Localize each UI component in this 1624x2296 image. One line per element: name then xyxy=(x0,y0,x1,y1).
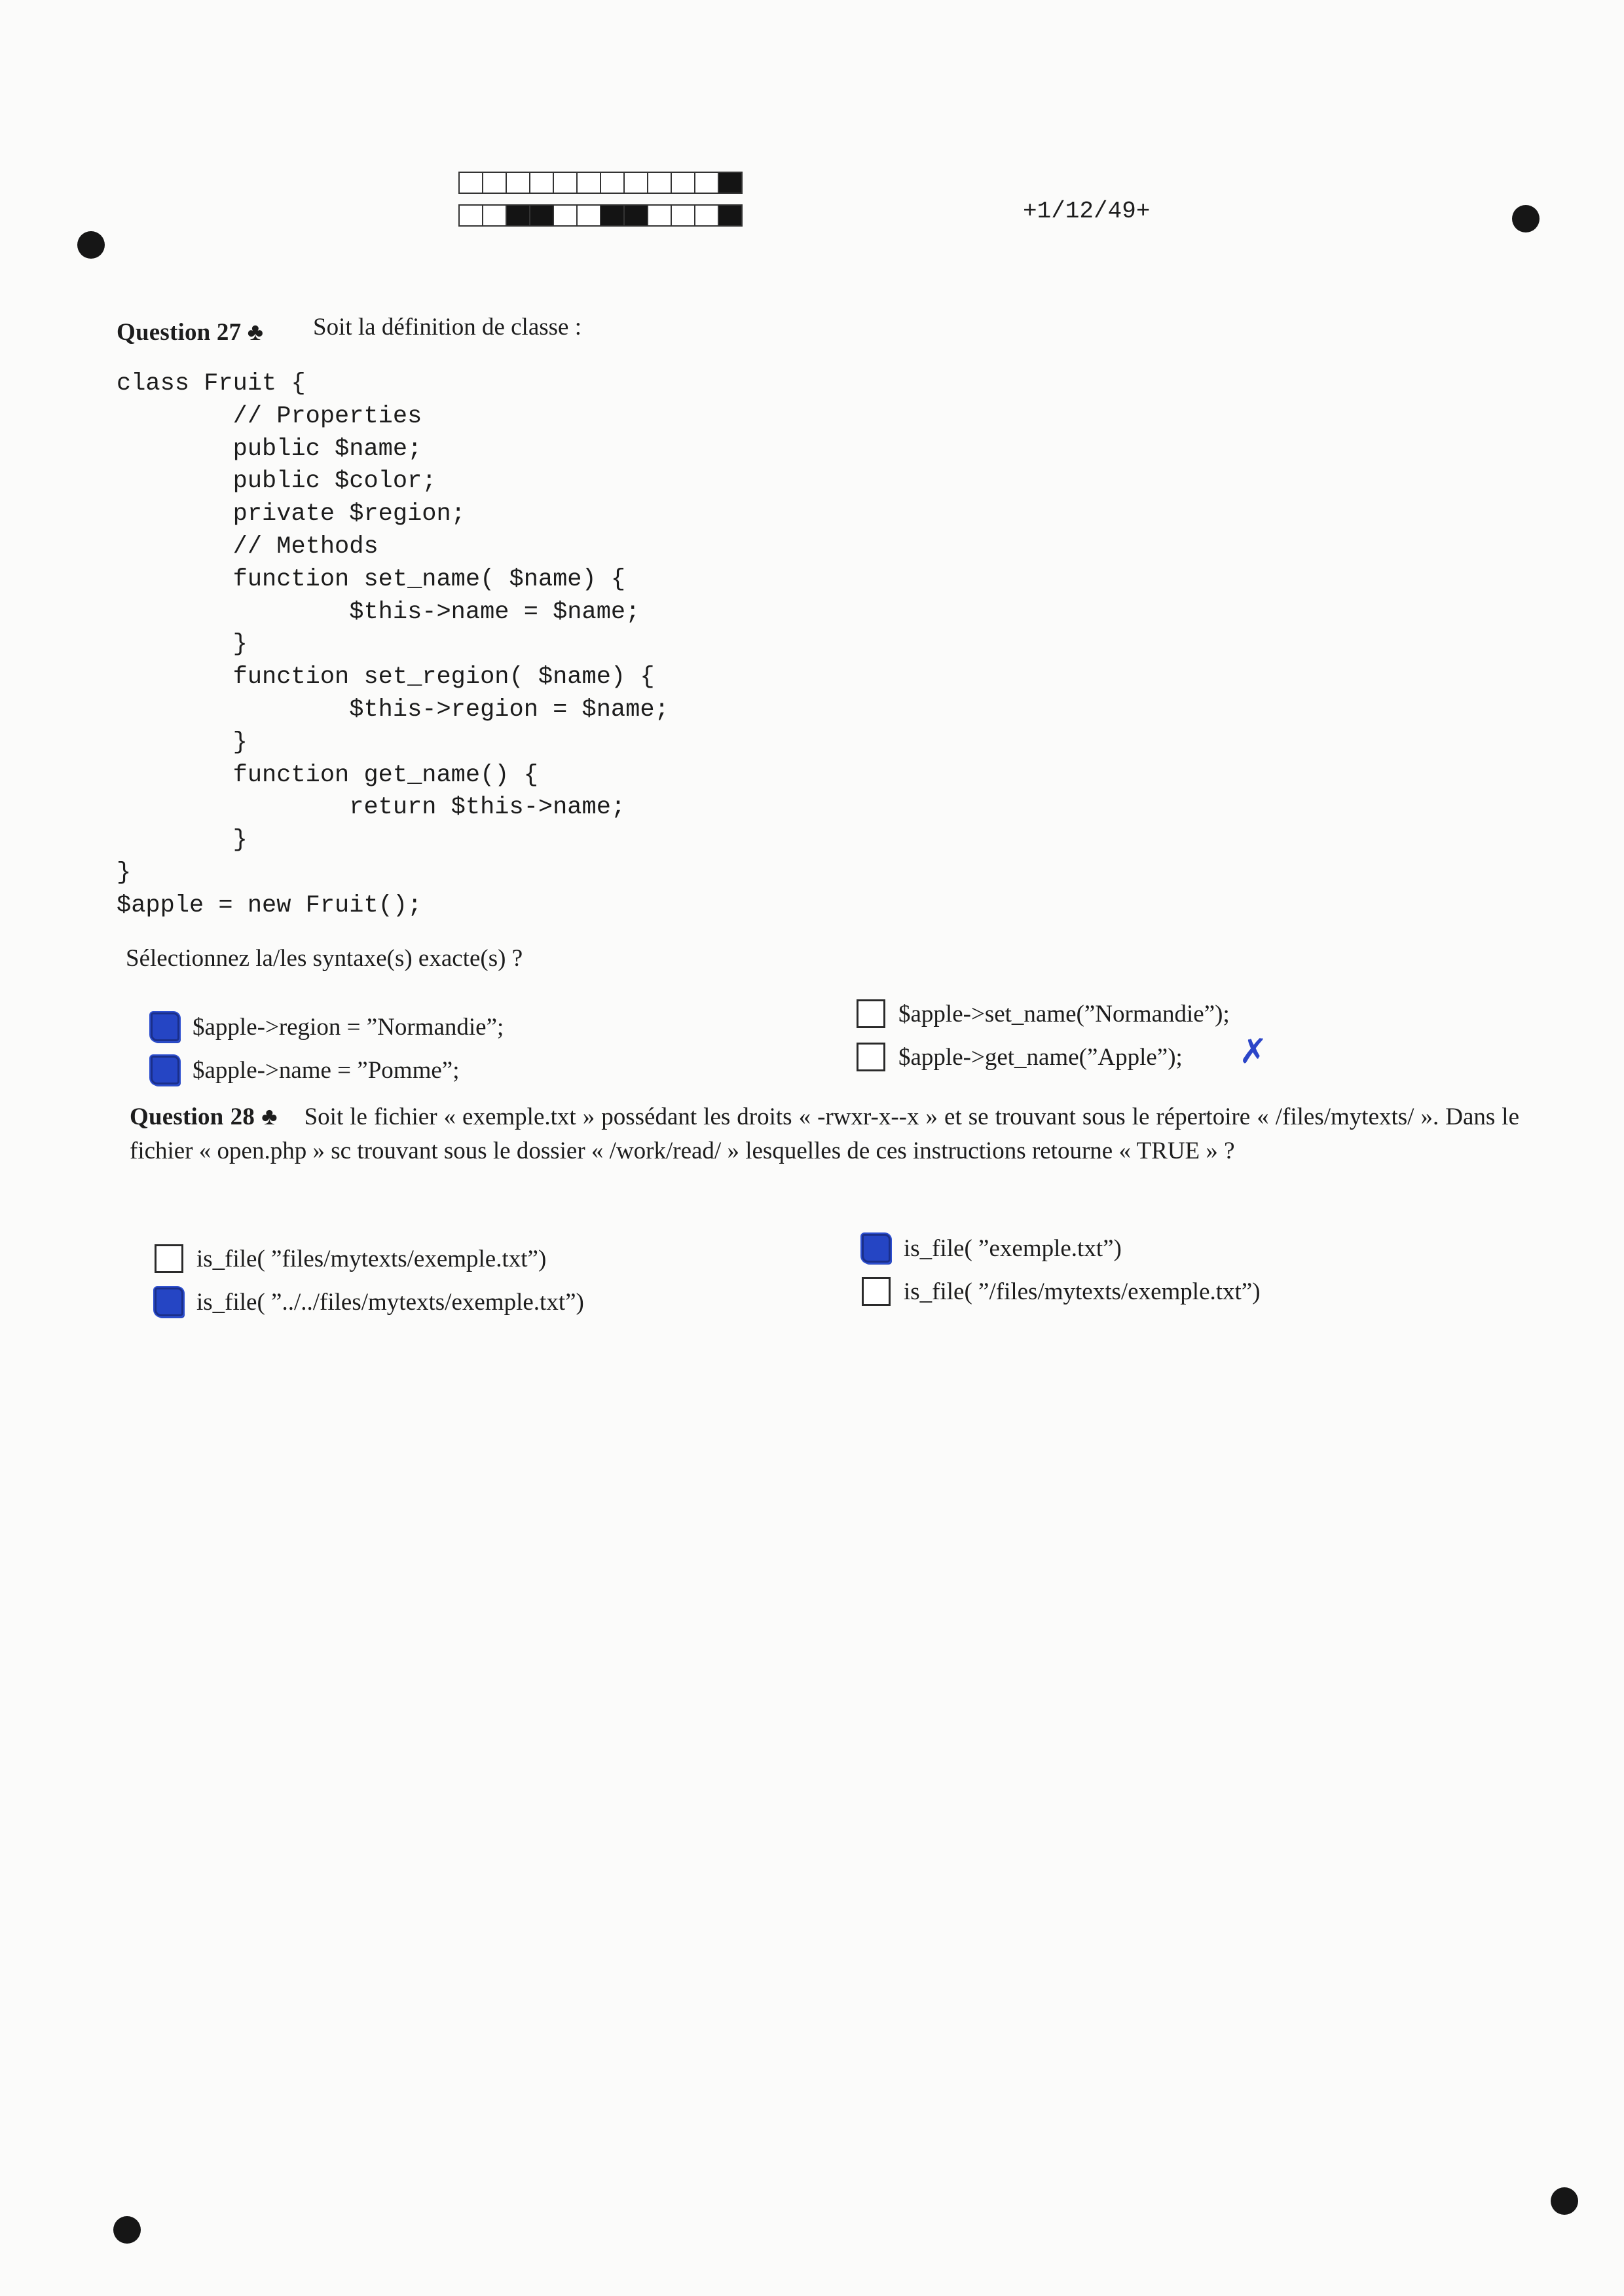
checkbox[interactable] xyxy=(151,1056,179,1084)
checkbox[interactable] xyxy=(151,1012,179,1041)
checkbox[interactable] xyxy=(155,1287,183,1316)
q28-option-absolute[interactable] xyxy=(862,1273,1261,1310)
question-28-text: Soit le fichier « exemple.txt » possédant les droits « -rwxr-x--x » et se trouvant sous le répertoire « /files/mytexts/ ». Dans le fichier « open.php » sc trouvant sous le dossier « /work/read/ » lesquelles de ces instructions retourne « TRUE » ? xyxy=(130,1103,1519,1164)
id-grid-cell xyxy=(482,172,507,194)
code-line: private $region; xyxy=(117,500,466,528)
code-line: return $this->name; xyxy=(117,794,626,822)
registration-dot-top-left xyxy=(77,231,105,259)
page-code: +1/12/49+ xyxy=(1023,198,1151,225)
option-label: $apple->set_name(”Normandie”); xyxy=(898,1000,1230,1028)
id-grid-cell xyxy=(671,172,695,194)
checkbox[interactable] xyxy=(857,999,885,1028)
q27-option-region[interactable] xyxy=(151,1009,504,1045)
q27-option-get-name[interactable] xyxy=(857,1039,1183,1075)
id-grid-cell xyxy=(576,172,601,194)
code-line: } xyxy=(117,859,132,887)
id-grid-cell xyxy=(623,172,648,194)
option-label: $apple->name = ”Pomme”; xyxy=(193,1056,460,1084)
id-grid-cell xyxy=(529,172,554,194)
code-line: $this->region = $name; xyxy=(117,695,669,724)
id-grid-cell xyxy=(671,204,695,227)
option-label: is_file( ”/files/mytexts/exemple.txt”) xyxy=(904,1278,1261,1305)
id-grid-row-1 xyxy=(458,172,741,194)
id-grid-cell xyxy=(458,204,483,227)
question-27-intro: Soit la définition de classe : xyxy=(313,314,581,341)
code-line: class Fruit { xyxy=(117,370,306,398)
id-grid-cell xyxy=(458,172,483,194)
code-line: public $name; xyxy=(117,435,422,463)
option-label: $apple->region = ”Normandie”; xyxy=(193,1013,504,1041)
id-grid-cell xyxy=(506,172,530,194)
code-line: $this->name = $name; xyxy=(117,598,640,626)
code-line: function set_region( $name) { xyxy=(117,663,655,692)
id-grid-cell xyxy=(553,172,578,194)
q28-option-filename[interactable] xyxy=(862,1230,1122,1267)
code-line: public $color; xyxy=(117,468,437,496)
registration-dot-top-right xyxy=(1512,205,1540,232)
code-line: } xyxy=(117,826,248,855)
option-label: is_file( ”exemple.txt”) xyxy=(904,1234,1122,1262)
checkbox[interactable] xyxy=(857,1043,885,1071)
code-line: } xyxy=(117,631,248,659)
id-grid-cell xyxy=(600,172,625,194)
q27-option-set-name[interactable] xyxy=(857,995,1230,1032)
id-grid-cell xyxy=(623,204,648,227)
code-line: // Methods xyxy=(117,532,378,561)
id-grid-cell xyxy=(647,204,672,227)
q27-option-name[interactable] xyxy=(151,1052,460,1088)
id-grid-cell xyxy=(529,204,554,227)
id-grid-row-2 xyxy=(458,204,741,227)
id-grid-cell xyxy=(694,204,719,227)
option-label: $apple->get_name(”Apple”); xyxy=(898,1043,1183,1071)
id-grid-cell xyxy=(694,172,719,194)
checkbox[interactable] xyxy=(155,1244,183,1273)
code-line: function set_name( $name) { xyxy=(117,565,626,593)
question-27-title: Question 27 ♣ xyxy=(117,319,264,346)
id-grid-cell xyxy=(600,204,625,227)
id-grid-cell xyxy=(482,204,507,227)
question-28-title: Question 28 ♣ xyxy=(130,1103,278,1130)
id-grid-cell xyxy=(718,172,743,194)
registration-dot-bottom-left xyxy=(113,2216,141,2244)
id-grid-cell xyxy=(506,204,530,227)
handwritten-cross-mark: ✗ xyxy=(1239,1032,1268,1071)
checkbox[interactable] xyxy=(862,1277,891,1306)
option-label: is_file( ”files/mytexts/exemple.txt”) xyxy=(196,1245,547,1272)
id-grid-cell xyxy=(553,204,578,227)
code-line: } xyxy=(117,728,248,756)
id-grid-cell xyxy=(576,204,601,227)
id-grid-cell xyxy=(647,172,672,194)
option-label: is_file( ”../../files/mytexts/exemple.txt”) xyxy=(196,1288,584,1316)
registration-dot-bottom-right xyxy=(1551,2187,1578,2215)
checkbox[interactable] xyxy=(862,1234,891,1263)
code-line: function get_name() { xyxy=(117,761,538,789)
question-27-prompt: Sélectionnez la/les syntaxe(s) exacte(s) ? xyxy=(126,945,523,972)
q28-option-relative[interactable] xyxy=(155,1240,546,1277)
id-grid-cell xyxy=(718,204,743,227)
question-28-block xyxy=(130,1100,1519,1168)
code-block xyxy=(117,368,669,923)
q28-option-parent-path[interactable] xyxy=(155,1284,584,1320)
code-line: $apple = new Fruit(); xyxy=(117,891,422,919)
code-line: // Properties xyxy=(117,402,422,430)
